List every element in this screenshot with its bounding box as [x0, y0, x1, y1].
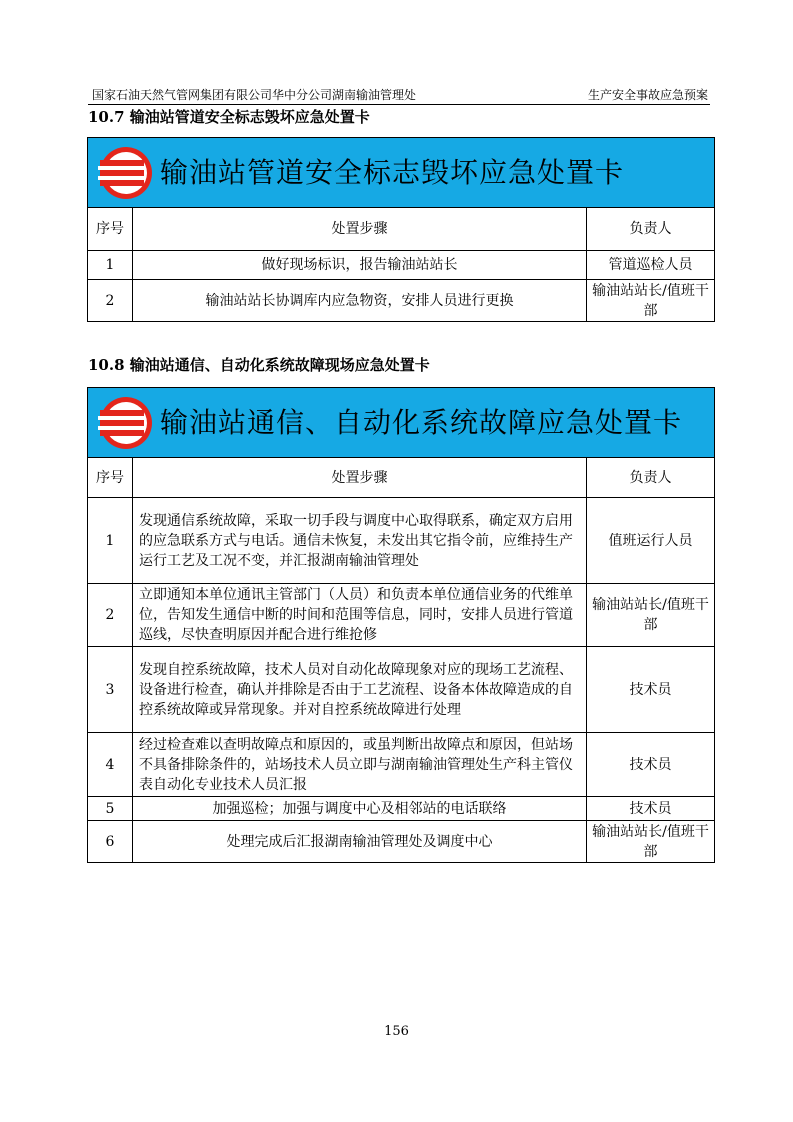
col-header-owner: 负责人	[587, 208, 715, 251]
header-org: 国家石油天然气管网集团有限公司华中分公司湖南输油管理处	[92, 88, 417, 102]
col-header-no: 序号	[88, 458, 133, 498]
emergency-card-10-8	[87, 387, 715, 863]
table-row	[88, 584, 715, 647]
row-step: 经过检查难以查明故障点和原因的，或虽判断出故障点和原因，但站场不具备排除条件的，站场技术人员立即与湖南输油管理处生产科主管仪表自动化专业技术人员汇报	[133, 733, 587, 797]
table-row	[88, 280, 715, 322]
row-no: 2	[88, 584, 133, 647]
section-heading-10-8: 10.8 输油站通信、自动化系统故障现场应急处置卡	[88, 356, 430, 374]
col-header-steps: 处置步骤	[133, 458, 587, 498]
row-step: 输油站站长协调库内应急物资，安排人员进行更换	[133, 280, 587, 322]
pipechina-logo-icon	[98, 145, 154, 201]
row-no: 6	[88, 821, 133, 863]
table-row	[88, 647, 715, 733]
row-no: 1	[88, 498, 133, 584]
table-row	[88, 821, 715, 863]
page-header	[88, 86, 710, 105]
page-number: 156	[384, 1024, 409, 1039]
row-no: 3	[88, 647, 133, 733]
row-owner: 输油站站长/值班干部	[587, 584, 715, 647]
section-heading-10-7: 10.7 输油站管道安全标志毁坏应急处置卡	[88, 108, 370, 126]
row-owner: 技术员	[587, 797, 715, 821]
row-owner: 管道巡检人员	[587, 251, 715, 280]
header-doc-title: 生产安全事故应急预案	[587, 88, 708, 102]
row-owner: 技术员	[587, 647, 715, 733]
card-banner-title: 输油站管道安全标志毁坏应急处置卡	[160, 155, 625, 189]
table-row	[88, 251, 715, 280]
row-no: 5	[88, 797, 133, 821]
col-header-owner: 负责人	[587, 458, 715, 498]
row-no: 2	[88, 280, 133, 322]
card-banner	[88, 138, 715, 208]
card-banner-title: 输油站通信、自动化系统故障应急处置卡	[160, 405, 683, 439]
row-no: 1	[88, 251, 133, 280]
table-row	[88, 498, 715, 584]
row-step: 发现通信系统故障，采取一切手段与调度中心取得联系，确定双方启用的应急联系方式与电话。通信未恢复，未发出其它指令前，应维持生产运行工艺及工况不变，并汇报湖南输油管理处	[133, 498, 587, 584]
col-header-no: 序号	[88, 208, 133, 251]
row-step: 加强巡检；加强与调度中心及相邻站的电话联络	[133, 797, 587, 821]
row-owner: 输油站站长/值班干部	[587, 821, 715, 863]
row-step: 发现自控系统故障，技术人员对自动化故障现象对应的现场工艺流程、设备进行检查，确认并排除是否由于工艺流程、设备本体故障造成的自控系统故障或异常现象。并对自控系统故障进行处理	[133, 647, 587, 733]
table-row	[88, 733, 715, 797]
row-owner: 输油站站长/值班干部	[587, 280, 715, 322]
table-row	[88, 797, 715, 821]
col-header-steps: 处置步骤	[133, 208, 587, 251]
row-no: 4	[88, 733, 133, 797]
pipechina-logo-icon	[98, 395, 154, 451]
card-banner	[88, 388, 715, 458]
row-step: 做好现场标识，报告输油站站长	[133, 251, 587, 280]
emergency-card-10-7	[87, 137, 715, 322]
row-owner: 技术员	[587, 733, 715, 797]
row-step: 立即通知本单位通讯主管部门（人员）和负责本单位通信业务的代维单位，告知发生通信中断的时间和范围等信息，同时，安排人员进行管道巡线，尽快查明原因并配合进行维抢修	[133, 584, 587, 647]
row-step: 处理完成后汇报湖南输油管理处及调度中心	[133, 821, 587, 863]
row-owner: 值班运行人员	[587, 498, 715, 584]
